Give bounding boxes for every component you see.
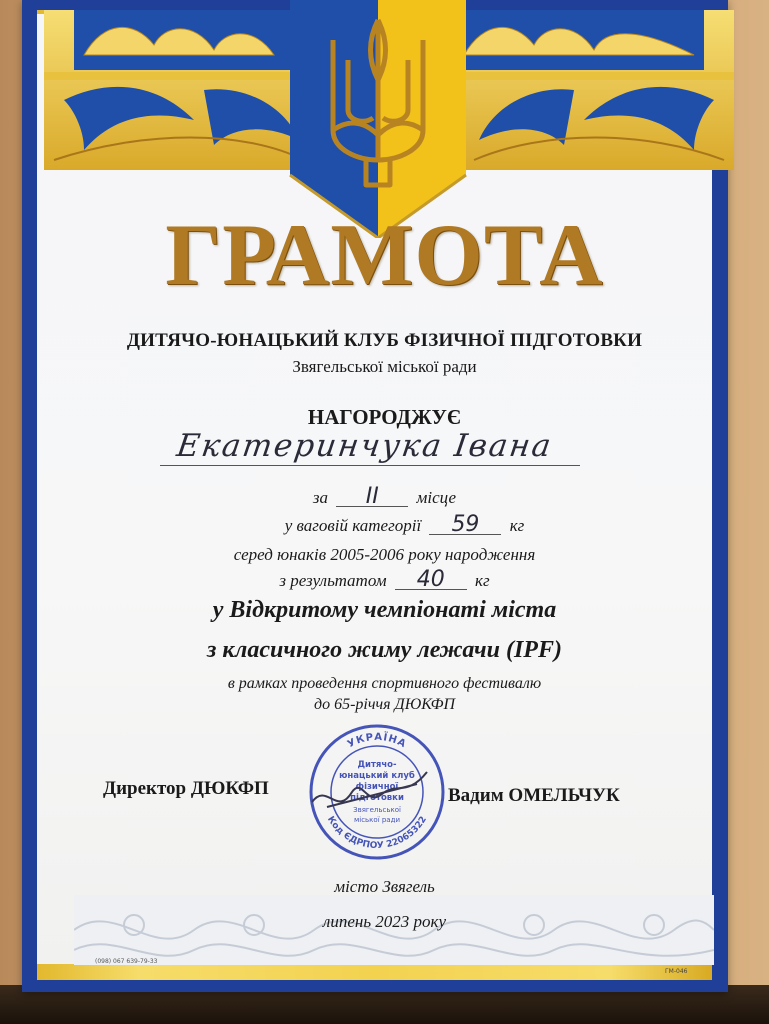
recipient-name: Екатеринчука Івана: [174, 428, 556, 464]
weight-unit: кг: [509, 516, 525, 535]
recipient-underline: [160, 465, 580, 466]
event-line-1: у Відкритому чемпіонаті міста: [212, 597, 557, 623]
stamp-ring-bottom: Код ЄДРПОУ 22065322: [324, 814, 430, 852]
official-stamp: [307, 722, 447, 862]
place-prefix: за: [312, 488, 329, 507]
event-line-2: з класичного жиму лежачи (IPF): [207, 637, 562, 663]
weight-value: 59: [429, 516, 501, 535]
certificate-title: ГРАМОТА: [165, 207, 604, 304]
result-value: 40: [395, 571, 467, 590]
place-suffix: місце: [416, 488, 457, 507]
weight-prefix: у ваговій категорії: [284, 516, 422, 535]
result-prefix: з результатом: [279, 571, 387, 590]
director-title: Директор ДЮКФП: [103, 778, 269, 799]
stamp-line-1: Дитячо-: [357, 760, 397, 770]
stamp-line-5: Звягельської: [353, 806, 401, 814]
place-row: [0, 484, 769, 509]
organization-subtitle: Звягельської міської ради: [292, 357, 477, 376]
city: місто Звягель: [334, 877, 435, 896]
director-name: Вадим ОМЕЛЬЧУК: [448, 785, 620, 806]
print-code-right: ГМ-046: [665, 968, 688, 975]
stamp-line-4: підготовки: [350, 793, 404, 803]
weight-row: [40, 512, 769, 537]
result-row: [0, 567, 769, 592]
print-code-left: (098) 067 639-79-33: [95, 958, 158, 965]
context-line-2: до 65-річчя ДЮКФП: [313, 696, 456, 713]
stamp-line-3: фізичної: [355, 782, 399, 792]
awards-label: НАГОРОДЖУЄ: [307, 405, 462, 429]
stamp-line-6: міської ради: [353, 816, 401, 824]
svg-text:УКРАЇНА: [346, 729, 408, 750]
coat-of-arms-icon: [288, 0, 468, 238]
place-value: II: [336, 488, 408, 507]
result-unit: кг: [475, 571, 490, 590]
stamp-line-2: юнацький клуб: [339, 771, 415, 781]
organization-name: ДИТЯЧО-ЮНАЦЬКИЙ КЛУБ ФІЗИЧНОЇ ПІДГОТОВКИ: [126, 330, 643, 351]
age-group: серед юнаків 2005-2006 року народження: [233, 545, 536, 564]
stamp-ring-top: УКРАЇНА: [345, 731, 409, 751]
date: липень 2023 року: [322, 912, 447, 931]
context-line-1: в рамках проведення спортивного фестивалю: [227, 675, 542, 692]
age-group-row: [0, 545, 769, 565]
recipient-block: [140, 428, 590, 464]
